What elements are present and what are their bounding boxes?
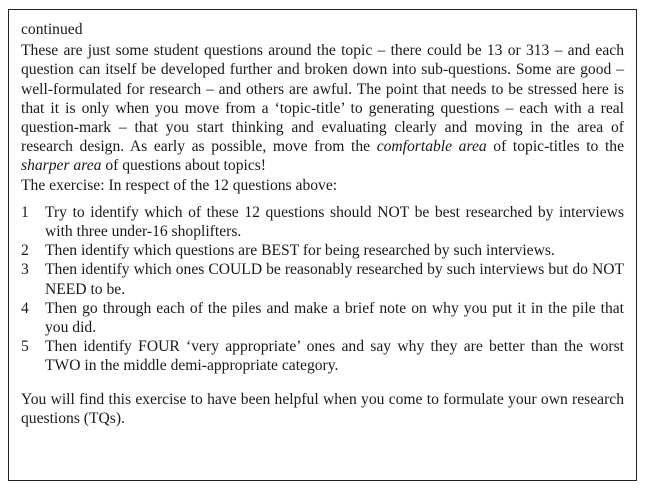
step-number: 1 xyxy=(21,203,29,221)
continued-label: continued xyxy=(21,21,83,38)
list-item xyxy=(21,337,624,375)
step-number: 5 xyxy=(21,338,29,356)
exercise-intro: The exercise: In respect of the 12 questions above: xyxy=(21,176,338,194)
exercise-box xyxy=(8,9,637,481)
list-item xyxy=(21,241,624,260)
closing-paragraph: You will find this exercise to have been helpful when you come to formulate your own research questions (TQs). xyxy=(21,390,624,427)
step-text: Then identify FOUR ‘very appropriate’ ones and say why they are better than the worst TWO in the middle demi-appropriate category. xyxy=(45,338,624,375)
step-text: Then identify which ones COULD be reasonably researched by such interviews but do NOT NEED to be. xyxy=(45,261,624,298)
step-text: Then go through each of the piles and make a brief note on why you put it in the pile that you did. xyxy=(45,299,624,337)
intro-emphasis-2: sharper area xyxy=(21,157,102,175)
list-item xyxy=(21,203,624,241)
step-number: 2 xyxy=(21,242,29,260)
step-number: 3 xyxy=(21,261,29,279)
list-item xyxy=(21,260,624,298)
intro-text-2: of topic-titles to the xyxy=(486,138,624,156)
intro-emphasis-1: comfortable area xyxy=(376,138,487,156)
intro-text-3: of questions about topics! xyxy=(101,157,267,175)
step-text: Try to identify which of these 12 questions should NOT be best researched by interviews with three under-16 shoplifters. xyxy=(45,203,624,241)
steps-list xyxy=(21,203,624,376)
list-item xyxy=(21,299,624,337)
intro-paragraph xyxy=(21,41,624,175)
intro-text-1: These are just some student questions around the topic – there could be 13 or 313 – and each question can itself be developed further and broken down into sub-questions. Some are good – well-formulated for research – and others are awful. The point that needs to be stressed here is that it is only when you move from a ‘topic-title’ to generating questions – each with a real question-mark – that you start thinking and evaluating clearly and moving in the area of research design. As early as possible, move from the xyxy=(21,42,624,156)
step-text: Then identify which questions are BEST for being researched by such interviews. xyxy=(45,242,555,260)
step-number: 4 xyxy=(21,299,29,317)
